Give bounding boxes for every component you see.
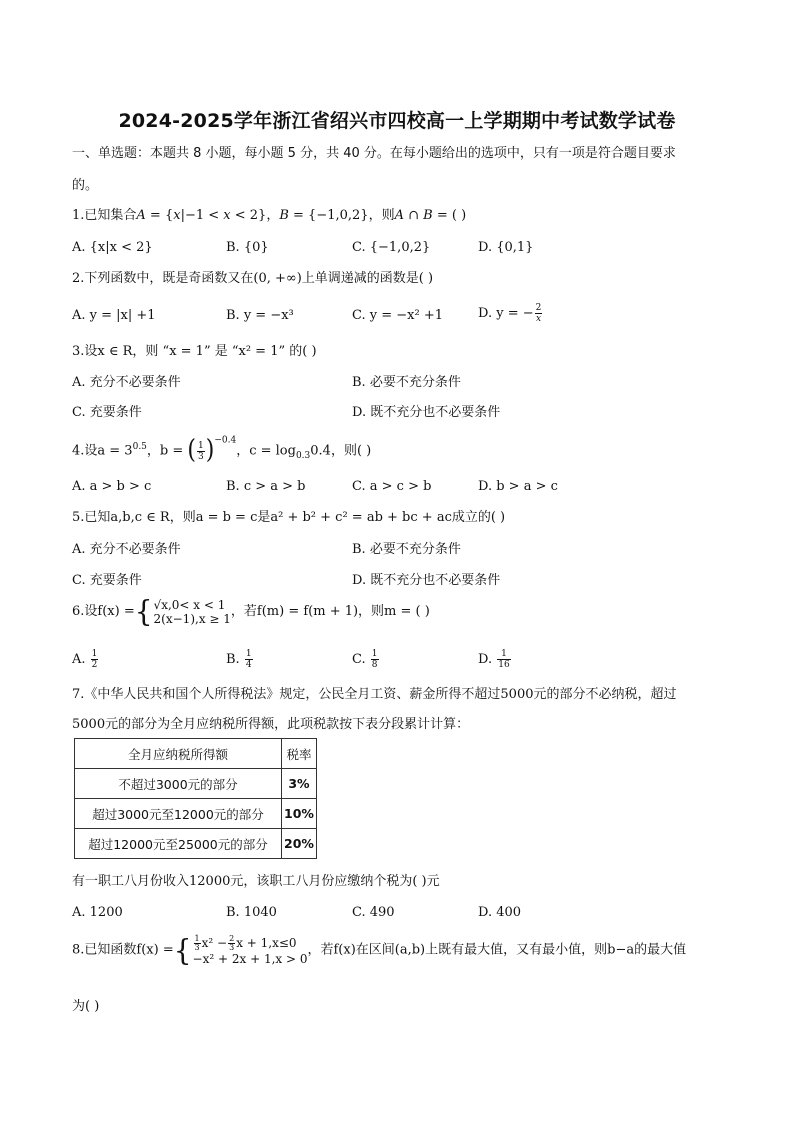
question-5-option-a[interactable]: A. 充分不必要条件 (72, 542, 181, 557)
question-1-option-d[interactable]: D. {0,1} (478, 240, 534, 255)
piecewise-function: √x,0< x < 1 2(x−1),x ≥ 1 (153, 598, 231, 626)
question-3-stem: 3.设x ∈ R，则 “x = 1” 是 “x² = 1” 的( ) (72, 344, 317, 359)
question-1-stem: 1.已知集合A = {x|−1 < x < 2}，B = {−1,0,2}，则A ∩ B = ( ) (72, 208, 467, 223)
table-row (75, 829, 317, 859)
question-1-option-a[interactable]: A. {x|x < 2} (72, 240, 153, 255)
table-cell: 20% (282, 829, 317, 859)
question-7-line-2: 5000元的部分为全月应纳税所得额，此项税款按下表分段累计计算： (72, 717, 470, 732)
question-7-option-b[interactable]: B. 1040 (226, 905, 277, 920)
table-cell: 10% (282, 799, 317, 829)
question-2-option-c[interactable]: C. y = −x² +1 (352, 308, 443, 323)
question-8-line-2: 为( ) (72, 999, 100, 1014)
question-7-line-1: 7.《中华人民共和国个人所得税法》规定，公民全月工资、薪金所得不超过5000元的部分不必纳税，超过 (72, 687, 677, 702)
question-4-option-d[interactable]: D. b > a > c (478, 479, 558, 494)
question-5-option-c[interactable]: C. 充要条件 (72, 573, 142, 588)
question-4-option-c[interactable]: C. a > c > b (352, 479, 432, 494)
question-6-option-a[interactable]: A. $\frac{1}{2}$ (72, 649, 98, 670)
table-cell: 3% (282, 769, 317, 799)
question-5-option-d[interactable]: D. 既不充分也不必要条件 (352, 573, 501, 588)
question-7-option-a[interactable]: A. 1200 (72, 905, 123, 920)
question-3-option-a[interactable]: A. 充分不必要条件 (72, 375, 181, 390)
question-7-after: 有一职工八月份收入12000元，该职工八月份应缴纳个税为( )元 (72, 874, 440, 889)
table-cell: 超过3000元至12000元的部分 (75, 799, 282, 829)
question-4-stem: 4.设$a = 3^{0.5}$，b = ( $\frac{1}{3}$ )$^{-0.4}$，$c = \log_{0.3}0.4$，则( ) (72, 435, 372, 466)
table-cell: 不超过3000元的部分 (75, 769, 282, 799)
question-3-option-d[interactable]: D. 既不充分也不必要条件 (352, 405, 501, 420)
question-2-stem: 2.下列函数中，既是奇函数又在(0, +∞)上单调递减的函数是( ) (72, 271, 434, 286)
question-1-option-b[interactable]: B. {0} (226, 240, 269, 255)
question-4-option-a[interactable]: A. a > b > c (72, 479, 152, 494)
section-header-line-2: 的。 (72, 178, 99, 193)
tax-table (74, 738, 317, 859)
question-5-option-b[interactable]: B. 必要不充分条件 (352, 542, 461, 557)
question-1-option-c[interactable]: C. {−1,0,2} (352, 240, 431, 255)
question-6-stem: 6.设f(x) ={ √x,0< x < 1 2(x−1),x ≥ 1 ，若f(m) = f(m + 1)，则m = ( ) (72, 594, 430, 629)
question-6-option-d[interactable]: D. $\frac{1}{16}$ (478, 649, 510, 670)
table-header-cell: 税率 (282, 739, 317, 769)
table-header-cell: 全月应纳税所得额 (75, 739, 282, 769)
table-cell: 超过12000元至25000元的部分 (75, 829, 282, 859)
question-7-option-c[interactable]: C. 490 (352, 905, 395, 920)
question-7-option-d[interactable]: D. 400 (478, 905, 522, 920)
question-3-option-c[interactable]: C. 充要条件 (72, 405, 142, 420)
piecewise-function: $\frac{1}{3}$ x² − $\frac{2}{3}$ x + 1,x≤0 −x² + 2x + 1,x > 0 (192, 934, 308, 966)
question-3-option-b[interactable]: B. 必要不充分条件 (352, 375, 461, 390)
question-2-option-a[interactable]: A. y = |x| +1 (72, 308, 156, 323)
question-8-stem: 8.已知函数f(x) ={ $\frac{1}{3}$ x² − $\frac{2}{3}$ x + 1,x≤0 −x² + 2x + 1,x > 0 ，若f(x)在区间(a,b)上既有最大值，又有最小值，则b−a的最大值 (72, 932, 687, 968)
table-row (75, 799, 317, 829)
section-header-line-1: 一、单选题：本题共 8 小题，每小题 5 分，共 40 分。在每小题给出的选项中，只有一项是符合题目要求 (72, 146, 676, 161)
question-6-option-b[interactable]: B. $\frac{1}{4}$ (226, 649, 252, 670)
table-row (75, 769, 317, 799)
question-2-option-b[interactable]: B. y = −x³ (226, 308, 294, 323)
question-4-option-b[interactable]: B. c > a > b (226, 479, 306, 494)
table-header-row (75, 739, 317, 769)
question-6-option-c[interactable]: C. $\frac{1}{8}$ (352, 649, 378, 670)
question-2-option-d[interactable]: D. y = − $\frac{2}{x}$ (478, 303, 542, 324)
page-title: 2024-2025学年浙江省绍兴市四校高一上学期期中考试数学试卷 (118, 110, 676, 132)
fraction: $\frac{2}{x}$ (535, 303, 542, 324)
question-5-stem: 5.已知a,b,c ∈ R，则a = b = c是a² + b² + c² = ab + bc + ac成立的( ) (72, 510, 506, 525)
